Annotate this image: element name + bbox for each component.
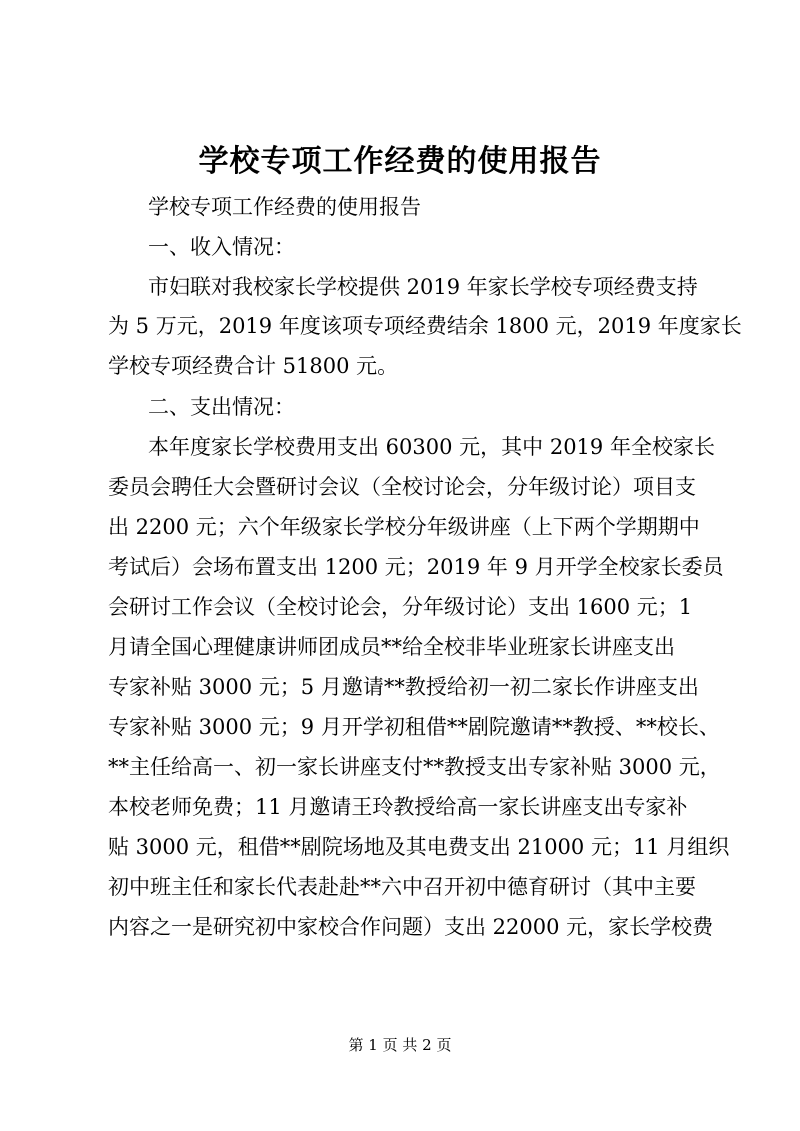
page-number-footer: 第 1 页 共 2 页 [348, 1036, 452, 1054]
body-line: 本年度家长学校费用支出 60300 元，其中 2019 年全校家长 [148, 435, 715, 459]
body-line: 贴 3000 元，租借**剧院场地及其电费支出 21000 元；11 月组织 [108, 835, 730, 859]
body-line: 委员会聘任大会暨研讨会议（全校讨论会，分年级讨论）项目支 [108, 475, 696, 499]
body-line: 学校专项经费合计 51800 元。 [108, 354, 399, 378]
body-line: 考试后）会场布置支出 1200 元；2019 年 9 月开学全校家长委员 [108, 555, 724, 579]
section-heading-expense: 二、支出情况： [148, 395, 295, 419]
body-line: 专家补贴 3000 元；5 月邀请**教授给初一初二家长作讲座支出 [108, 675, 699, 699]
body-line: 月请全国心理健康讲师团成员**给全校非毕业班家长讲座支出 [108, 635, 675, 659]
body-line: 初中班主任和家长代表赴赴**六中召开初中德育研讨（其中主要 [108, 875, 696, 899]
body-line: 会研讨工作会议（全校讨论会，分年级讨论）支出 1600 元；1 [108, 595, 693, 619]
body-line: **主任给高一、初一家长讲座支付**教授支出专家补贴 3000 元， [108, 755, 721, 779]
body-line: 市妇联对我校家长学校提供 2019 年家长学校专项经费支持 [148, 275, 698, 299]
subtitle-line: 学校专项工作经费的使用报告 [148, 195, 421, 219]
section-heading-income: 一、收入情况： [148, 235, 295, 259]
body-line: 内容之一是研究初中家校合作问题）支出 22000 元，家长学校费 [108, 915, 714, 939]
page-title: 学校专项工作经费的使用报告 [198, 144, 602, 179]
body-line: 出 2200 元；六个年级家长学校分年级讲座（上下两个学期期中 [108, 515, 700, 539]
body-line: 专家补贴 3000 元；9 月开学初租借**剧院邀请**教授、**校长、 [108, 715, 720, 739]
body-line: 为 5 万元，2019 年度该项专项经费结余 1800 元，2019 年度家长 [108, 314, 742, 338]
body-line: 本校老师免费；11 月邀请王玲教授给高一家长讲座支出专家补 [108, 795, 688, 819]
